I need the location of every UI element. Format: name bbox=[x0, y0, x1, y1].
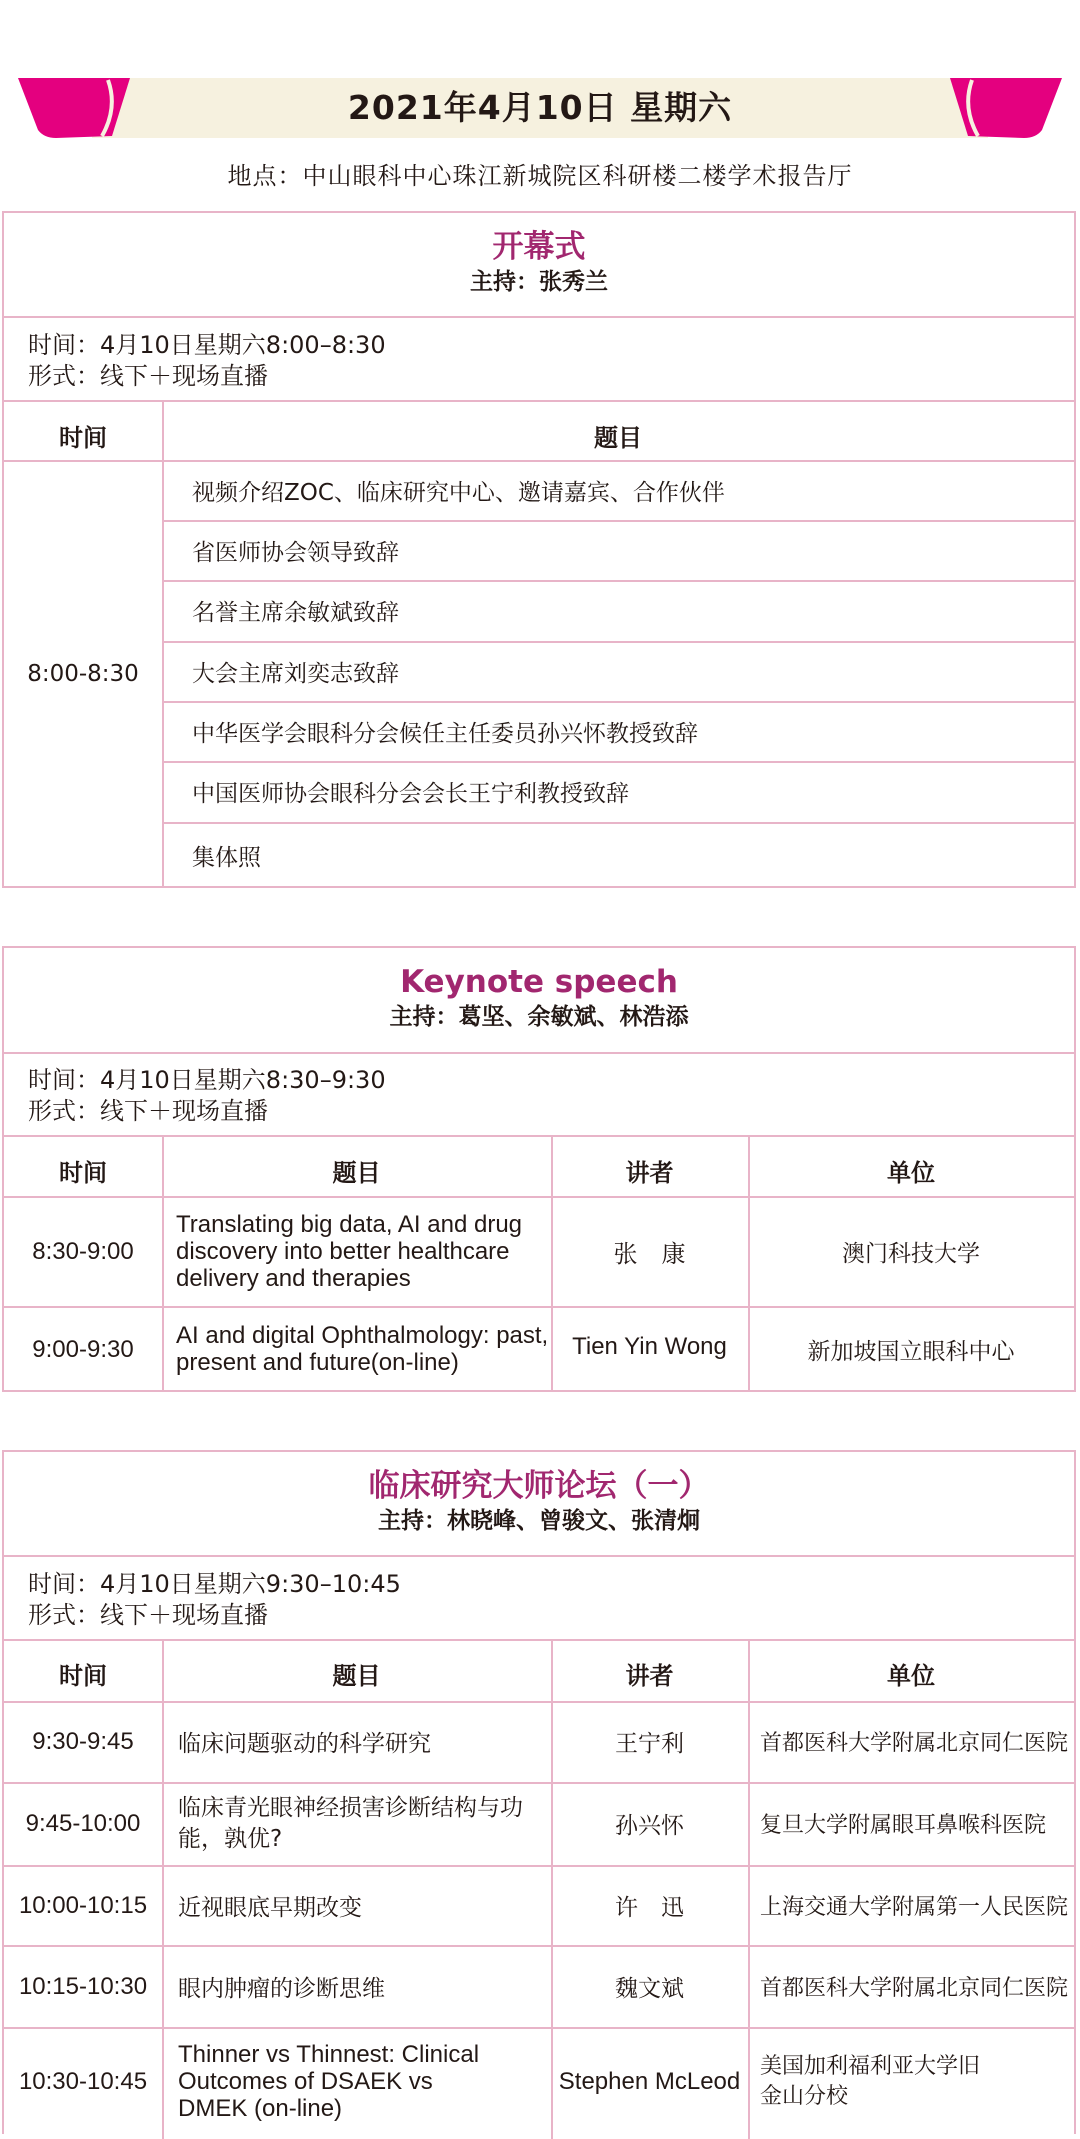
forum-row-unit: 首都医科大学附属北京同仁医院 bbox=[760, 1975, 1069, 2001]
forum-section bbox=[2, 1450, 1076, 2134]
opening-title: 开幕式 bbox=[492, 229, 586, 265]
keynote-time: 时间：4月10日星期六8:30–9:30 bbox=[28, 1066, 386, 1094]
forum-row-topic: 临床青光眼神经损害诊断结构与功能，孰优? bbox=[178, 1794, 523, 1852]
opening-slot: 8:00-8:30 bbox=[27, 661, 139, 687]
keynote-title: Keynote speech bbox=[400, 964, 678, 1000]
forum-col-speaker: 讲者 bbox=[625, 1662, 674, 1690]
venue-text: 地点：中山眼科中心珠江新城院区科研楼二楼学术报告厅 bbox=[227, 162, 853, 190]
forum-row-speaker: 许 迅 bbox=[615, 1894, 684, 1921]
forum-row-speaker: Stephen McLeod bbox=[558, 2068, 741, 2095]
keynote-row-time: 8:30-9:00 bbox=[32, 1237, 134, 1265]
opening-item: 中国医师协会眼科分会会长王宁利教授致辞 bbox=[192, 781, 629, 807]
forum-host: 主持：林晓峰、曾骏文、张清炯 bbox=[378, 1508, 700, 1534]
keynote-col-speaker: 讲者 bbox=[625, 1159, 674, 1187]
keynote-row-speaker: Tien Yin Wong bbox=[572, 1332, 727, 1360]
opening-item: 中华医学会眼科分会候任主任委员孙兴怀教授致辞 bbox=[192, 720, 698, 747]
keynote-row-unit: 新加坡国立眼科中心 bbox=[807, 1338, 1015, 1365]
keynote-col-time: 时间 bbox=[59, 1159, 107, 1187]
date-title: 2021年4月10日 星期六 bbox=[347, 88, 733, 127]
keynote-row-speaker: 张 康 bbox=[613, 1239, 686, 1268]
keynote-row-topic: Translating big data, AI and drug discovery into better healthcare delivery and therapies bbox=[176, 1210, 523, 1292]
forum-row-speaker: 孙兴怀 bbox=[615, 1813, 684, 1839]
forum-time: 时间：4月10日星期六9:30–10:45 bbox=[28, 1570, 401, 1598]
keynote-host: 主持：葛坚、余敏斌、林浩添 bbox=[389, 1004, 689, 1030]
opening-item: 视频介绍ZOC、临床研究中心、邀请嘉宾、合作伙伴 bbox=[192, 479, 725, 506]
forum-row-unit: 美国加利福利亚大学旧金山分校 bbox=[760, 2053, 981, 2109]
forum-row-unit: 上海交通大学附属第一人民医院 bbox=[760, 1894, 1069, 1920]
forum-row-time: 10:15-10:30 bbox=[18, 1972, 148, 2000]
opening-item: 名誉主席余敏斌致辞 bbox=[192, 600, 399, 626]
forum-row-topic: 近视眼底早期改变 bbox=[178, 1894, 362, 1921]
keynote-col-topic: 题目 bbox=[332, 1159, 381, 1187]
opening-time: 时间：4月10日星期六8:00–8:30 bbox=[28, 331, 386, 359]
opening-host: 主持：张秀兰 bbox=[470, 269, 608, 295]
keynote-format: 形式：线下＋现场直播 bbox=[28, 1097, 268, 1125]
forum-col-topic: 题目 bbox=[332, 1662, 381, 1690]
opening-item: 集体照 bbox=[192, 844, 261, 871]
opening-col-topic: 题目 bbox=[594, 424, 642, 452]
forum-row-time: 10:30-10:45 bbox=[18, 2068, 148, 2095]
forum-format: 形式：线下＋现场直播 bbox=[28, 1601, 268, 1629]
opening-format: 形式：线下＋现场直播 bbox=[28, 362, 268, 390]
forum-row-topic: Thinner vs Thinnest: Clinical Outcomes of DSAEK vs DMEK (on-line) bbox=[178, 2041, 480, 2122]
forum-col-time: 时间 bbox=[59, 1662, 107, 1690]
keynote-section bbox=[2, 946, 1076, 1392]
forum-row-time: 9:30-9:45 bbox=[32, 1728, 134, 1755]
opening-item: 大会主席刘奕志致辞 bbox=[192, 660, 399, 687]
opening-item: 省医师协会领导致辞 bbox=[192, 539, 399, 566]
keynote-col-unit: 单位 bbox=[887, 1159, 935, 1187]
opening-col-time: 时间 bbox=[59, 424, 107, 452]
keynote-row-unit: 澳门科技大学 bbox=[842, 1240, 980, 1267]
forum-row-speaker: 王宁利 bbox=[615, 1731, 684, 1757]
keynote-row-topic: AI and digital Ophthalmology: past, present and future(on-line) bbox=[176, 1322, 549, 1376]
forum-row-time: 9:45-10:00 bbox=[25, 1810, 141, 1837]
forum-row-speaker: 魏文斌 bbox=[615, 1975, 684, 2002]
date-banner bbox=[0, 78, 1080, 138]
opening-section bbox=[2, 211, 1076, 888]
forum-title: 临床研究大师论坛（一） bbox=[368, 1468, 710, 1504]
forum-col-unit: 单位 bbox=[887, 1662, 935, 1690]
forum-row-topic: 眼内肿瘤的诊断思维 bbox=[178, 1975, 385, 2002]
forum-row-unit: 复旦大学附属眼耳鼻喉科医院 bbox=[760, 1813, 1047, 1838]
forum-row-time: 10:00-10:15 bbox=[18, 1891, 148, 1919]
forum-row-topic: 临床问题驱动的科学研究 bbox=[178, 1731, 431, 1757]
forum-row-unit: 首都医科大学附属北京同仁医院 bbox=[760, 1731, 1069, 1756]
keynote-row-time: 9:00-9:30 bbox=[32, 1335, 134, 1363]
